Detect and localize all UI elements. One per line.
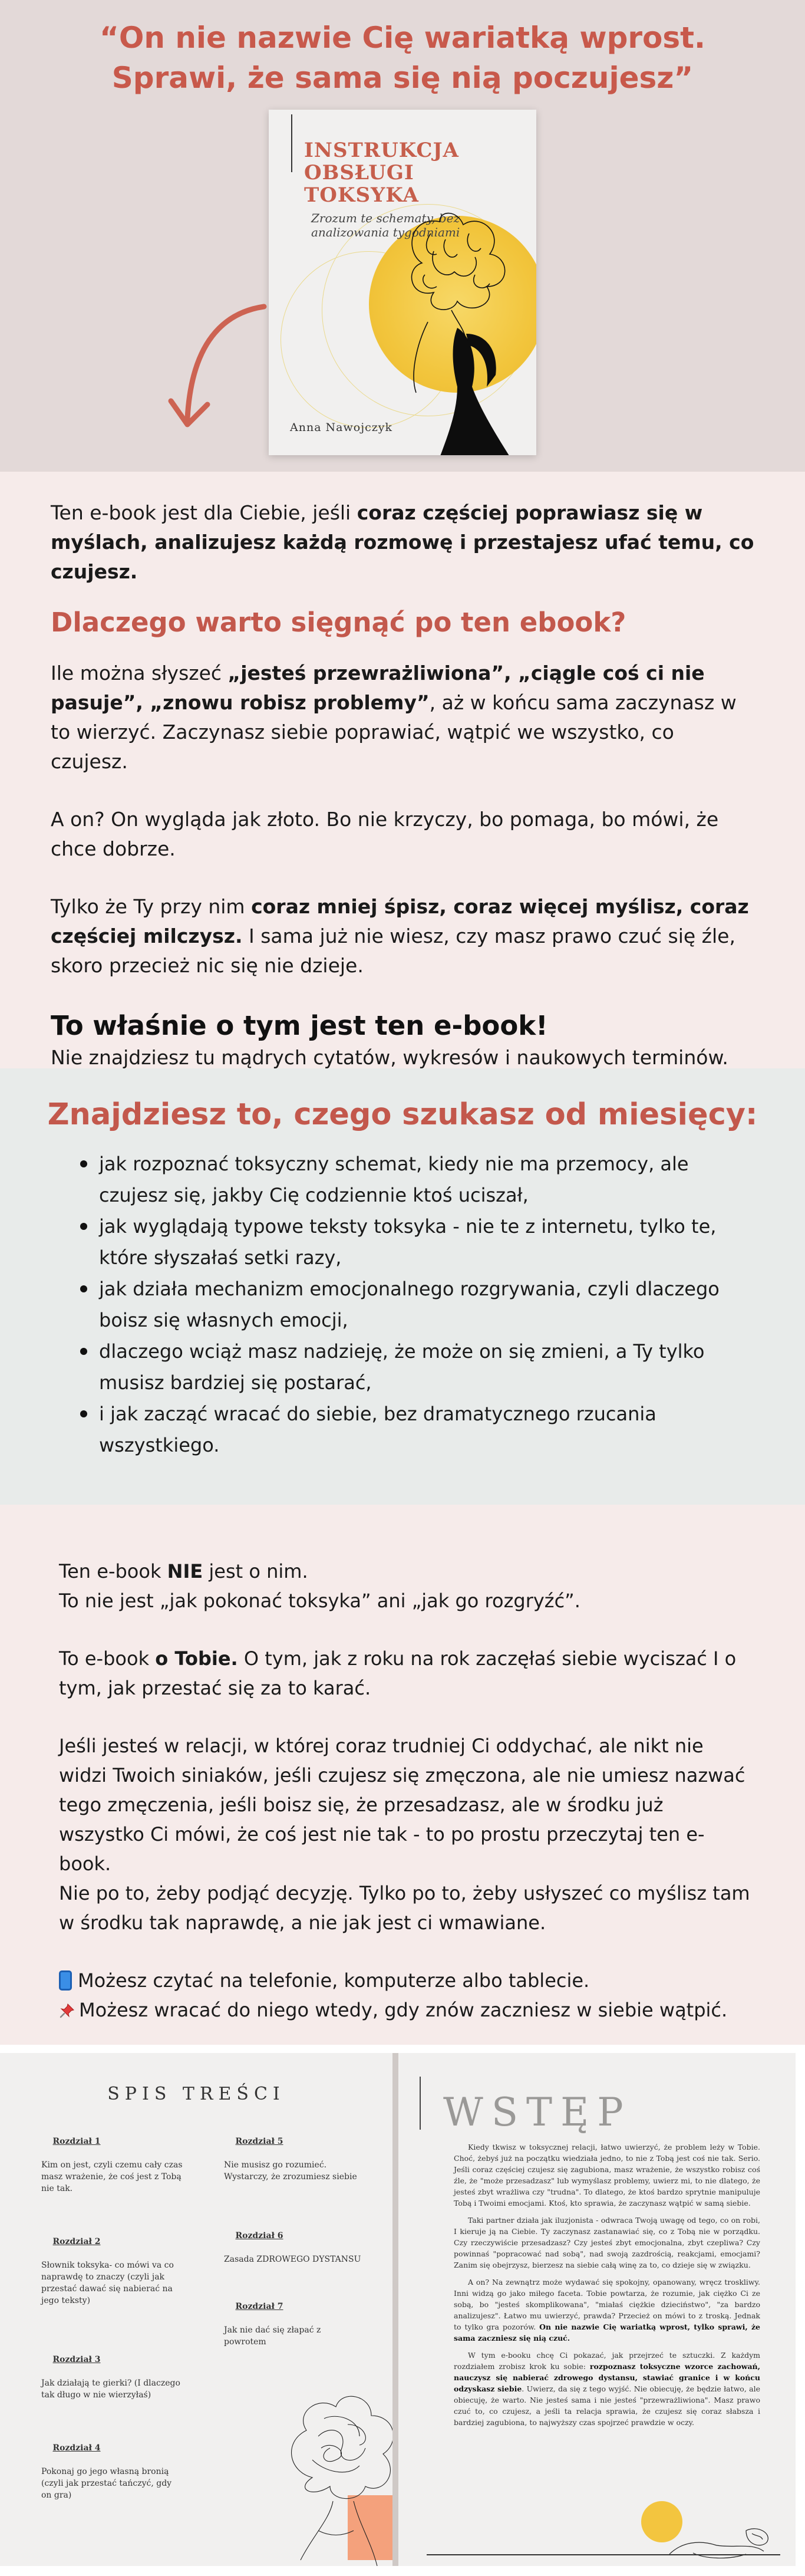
- bullet-icon: [80, 1160, 87, 1167]
- list-item-text: i jak zacząć wracać do siebie, bez dramatycznego rzucania wszystkiego.: [99, 1403, 656, 1456]
- toc-chapter-5: [224, 2136, 365, 2183]
- about-l3-bold: o Tobie.: [155, 1647, 238, 1670]
- toc-chapter-body: Kim on jest, czyli czemu cały czas masz wrażenie, że coś jest z Tobą nie tak.: [41, 2160, 183, 2193]
- about-l6-text: Możesz czytać na telefonie, komputerze albo tablecie.: [78, 1969, 590, 1992]
- intro-p1-text: Ten e-book jest dla Ciebie, jeśli: [51, 501, 357, 524]
- about-line-2: To nie jest „jak pokonać toksyka” ani „jak go rozgryźć”.: [59, 1590, 580, 1612]
- intro-p4-text-end: I sama już nie wiesz, czy masz prawo czuć się źle, skoro przecież nic się nie dzieje.: [51, 925, 735, 977]
- about-ebook-heading: To właśnie o tym jest ten e-book!: [51, 1010, 548, 1041]
- intro-page-p4-text-end: . Uwierz, da się z tego wyjść. Nie obiecuję, że będzie łatwo, ale obiecuję, że warto. Nie jesteś sama i nie jesteś "przewrażliwiona". Masz prawo czuć to, co czujesz, a jeśli ta relacja sprawia, że czujesz się coraz słabsza i bardziej zagubiona, to najwyższy czas spojrzeć prawdzie w oczy.: [454, 2384, 761, 2427]
- list-item-text: jak działa mechanizm emocjonalnego rozgrywania, czyli dlaczego boisz się własnych emocji,: [99, 1278, 720, 1331]
- mobile-phone-icon: [59, 1970, 72, 1991]
- cover-subtitle-line-1: Zrozum te schematy, bez: [311, 211, 460, 225]
- toc-chapter-head: Rozdział 5: [235, 2137, 283, 2146]
- list-item: [99, 1211, 730, 1274]
- intro-page-p3-text: A on? Na zewnątrz może wydawać się spokojny, opanowany, wręcz troskliwy. Inni widzą go jako miłego faceta. Tobie powtarza, że rozumie, jak ciężko Ci ze sobą, bo "jesteś skomplikowana", "miałaś ciężkie dzieciństwo", "za bardzo analizujesz". Łatwo mu uwierzyć, prawda? Przecież on mówi to z troską. Jednak to tylko gra pozorów.: [454, 2278, 760, 2331]
- intro-p2-text: Ile można słyszeć: [51, 662, 228, 685]
- pushpin-icon: [59, 2002, 75, 2019]
- intro-paragraph-5: Nie znajdziesz tu mądrych cytatów, wykresów i naukowych terminów.: [51, 1046, 728, 1069]
- intro-p4-text: Tylko że Ty przy nim: [51, 895, 252, 918]
- intro-page-body: [454, 2141, 760, 2434]
- intro-page-p4: [454, 2350, 760, 2428]
- intro-paragraph-4: [51, 892, 754, 981]
- hero-section: [0, 0, 805, 472]
- intro-p4-bold: coraz mniej śpisz, coraz więcej myślisz, coraz częściej milczysz.: [51, 895, 749, 948]
- toc-chapter-body: Jak działają te gierki? (I dlaczego tak długo w nie wierzyłaś): [41, 2378, 180, 2400]
- about-line-7: [59, 1995, 752, 2025]
- intro-p2-text-end: , aż w końcu sama zaczynasz w to wierzyć. Zaczynasz siebie poprawiać, wątpić we wszystko, co czujesz.: [51, 691, 737, 773]
- toc-chapter-head: Rozdział 2: [52, 2237, 101, 2246]
- about-section: [0, 1505, 805, 2045]
- toc-chapter-7: [224, 2301, 365, 2348]
- intro-p1-bold: coraz częściej poprawiasz się w myślach, analizujesz każdą rozmowę i przestajesz ufać temu, co czujesz.: [51, 501, 754, 583]
- intro-section: [0, 472, 805, 1068]
- preview-section: [0, 2045, 805, 2576]
- toc-chapter-body: Słownik toksyka- co mówi va co naprawdę to znaczy (czyli jak przestać dawać się nabierać na jego teksty): [41, 2261, 174, 2305]
- bullet-icon: [80, 1285, 87, 1292]
- list-item: [99, 1399, 730, 1461]
- curved-arrow-down-icon: [159, 301, 271, 454]
- intro-paragraph-1: [51, 498, 754, 587]
- find-heading: Znajdziesz to, czego szukasz od miesięcy:: [47, 1097, 758, 1132]
- list-item-text: dlaczego wciąż masz nadzieję, że może on się zmieni, a Ty tylko musisz bardziej się postarać,: [99, 1340, 705, 1394]
- toc-chapter-4: [41, 2442, 183, 2501]
- lying-woman-illustration: [658, 2507, 776, 2566]
- hero-quote-line-2: Sprawi, że sama się nią poczujesz”: [111, 61, 694, 95]
- cover-title-line-2: OBSŁUGI: [304, 161, 414, 185]
- intro-page-p4-text: W tym e-booku chcę Ci pokazać, jak przejrzeć te sztuczki. Z każdym rozdziałem zrobisz krok ku sobie:: [454, 2351, 760, 2371]
- woman-silhouette-illustration: [369, 198, 534, 455]
- hero-quote-title: [0, 18, 805, 98]
- list-item-text: jak wyglądają typowe teksty toksyka - nie te z internetu, tylko te, które słyszałaś setki razy,: [99, 1215, 717, 1269]
- toc-chapter-6: [224, 2230, 365, 2265]
- scribble-head-illustration: [277, 2360, 407, 2572]
- list-item: [99, 1274, 730, 1336]
- intro-page-p3: [454, 2276, 760, 2344]
- toc-chapter-body: Pokonaj go jego własną bronią (czyli jak przestać tańczyć, gdy on gra): [41, 2467, 172, 2500]
- ebook-cover: [269, 110, 536, 455]
- list-item: [99, 1336, 730, 1399]
- intro-page-accent-bar: [420, 2077, 421, 2130]
- intro-paragraph-3: A on? On wygląda jak złoto. Bo nie krzyczy, bo pomaga, bo mówi, że chce dobrze.: [51, 808, 719, 860]
- why-heading: Dlaczego warto sięgnąć po ten ebook?: [51, 607, 626, 638]
- intro-page-p2: Taki partner działa jak iluzjonista - odwraca Twoją uwagę od tego, co on robi, I kieruje ją na Ciebie. Ty zaczynasz zastanawiać się, co z Tobą nie w porządku. Czy rzeczywiście przesadzasz? Czy jesteś zbyt emocjonalna, zbyt czepliwa? Czy powinnaś "popracować nad sobą", nad swoją zazdrością, reakcjami, emocjami? Zanim się obejrzysz, bierzesz na siebie całą winę za to, co dzieje się w związku.: [454, 2216, 760, 2269]
- cover-title-line-1: INSTRUKCJA: [304, 139, 459, 162]
- list-item-text: jak rozpoznać toksyczny schemat, kiedy nie ma przemocy, ale czujesz się, jakby Cię codziennie ktoś uciszał,: [99, 1153, 689, 1206]
- intro-page-p4-bold: rozpoznasz toksyczne wzorce zachowań, nauczysz się nabierać zdrowego dystansu, stawiać granice i w końcu odzyskasz siebie: [454, 2362, 760, 2393]
- cover-subtitle-line-2: analizowania tygodniami: [311, 225, 460, 239]
- intro-page-p1: Kiedy tkwisz w toksycznej relacji, łatwo uwierzyć, że problem leży w Tobie. Choć, żebyś już na początku wiedziała jedno, to nie z Tobą jest coś nie tak. Serio. Jeśli coraz częściej czujesz się zagubiona, masz wrażenie, że wszystko robisz coś źle, że "może przesadzasz" lub wymyślasz problemy, uwierz mi, to nie dlatego, że jesteś zbyt wrażliwa czy "trudna". To dlatego, że ktoś bardzo sprytnie manipuluje Tobą i Twoimi emocjami. Ktoś, kto sprawia, że zaczynasz wątpić w samą siebie.: [454, 2143, 760, 2207]
- about-l3-text-end: O tym, jak z roku na rok zaczęłaś siebie wyciszać I o tym, jak przestać się za to karać.: [59, 1647, 737, 1699]
- about-line-5: Nie po to, żeby podjąć decyzję. Tylko po to, żeby usłyszeć co myślisz tam w środku tak naprawdę, a nie jak jest ci wmawiane.: [59, 1882, 750, 1934]
- about-l7-text: Możesz wracać do niego wtedy, gdy znów zaczniesz w siebie wątpić.: [79, 1999, 728, 2021]
- toc-chapter-head: Rozdział 7: [235, 2302, 283, 2311]
- hero-quote-line-1: “On nie nazwie Cię wariatką wprost.: [99, 21, 706, 55]
- cover-accent-bar: [291, 114, 292, 172]
- toc-chapter-2: [41, 2236, 183, 2307]
- toc-chapter-body: Jak nie dać się złapać z powrotem: [224, 2325, 321, 2347]
- toc-chapter-body: Nie musisz go rozumieć. Wystarczy, że zrozumiesz siebie: [224, 2160, 357, 2182]
- about-l1-bold: NIE: [167, 1560, 203, 1583]
- toc-chapter-head: Rozdział 4: [52, 2443, 101, 2453]
- about-line-3: [59, 1644, 752, 1703]
- about-l1-text-end: jest o nim.: [203, 1560, 308, 1583]
- about-line-1: [59, 1557, 752, 1586]
- toc-chapter-head: Rozdział 3: [52, 2355, 101, 2364]
- about-line-4: Jeśli jesteś w relacji, w której coraz trudniej Ci oddychać, ale nikt nie widzi Twoich siniaków, jeśli czujesz się zmęczona, ale nie umiesz nazwać tego zmęczenia, jeśli boisz się, że przesadzasz, ale w środku już wszystko Ci mówi, że coś jest nie tak - to po prostu przeczytaj ten e-book.: [59, 1735, 745, 1875]
- toc-chapter-head: Rozdział 6: [235, 2231, 283, 2241]
- toc-chapter-1: [41, 2136, 183, 2195]
- about-l3-text: To e-book: [59, 1647, 156, 1670]
- bullet-icon: [80, 1223, 87, 1230]
- bullet-icon: [80, 1410, 87, 1417]
- cover-title: [304, 139, 459, 206]
- bullet-icon: [80, 1348, 87, 1355]
- book-spine: [392, 2053, 398, 2566]
- cover-title-line-3: TOKSYKA: [304, 183, 419, 207]
- intro-page-title: WSTĘP: [443, 2090, 632, 2135]
- about-line-6: [59, 1966, 752, 1995]
- intro-p2-bold: „jesteś przewrażliwiona”, „ciągle coś ci nie pasuje”, „znowu robisz problemy”: [51, 662, 705, 714]
- list-item: [99, 1149, 730, 1211]
- intro-paragraph-2: [51, 659, 754, 777]
- find-list: [99, 1149, 730, 1461]
- intro-page-preview: [398, 2053, 796, 2566]
- intro-page-divider: [427, 2554, 780, 2555]
- toc-title: SPIS TREŚCI: [107, 2084, 285, 2104]
- toc-chapter-body: Zasada ZDROWEGO DYSTANSU: [224, 2255, 361, 2264]
- intro-page-p3-bold: On nie nazwie Cię wariatką wprost, tylko sprawi, że sama zaczniesz się nią czuć.: [454, 2322, 760, 2343]
- cover-author: Anna Nawojczyk: [290, 421, 393, 434]
- about-l1-text: Ten e-book: [59, 1560, 167, 1583]
- toc-chapter-3: [41, 2354, 183, 2401]
- toc-page-preview: [0, 2053, 392, 2566]
- find-section: [0, 1068, 805, 1505]
- toc-chapter-head: Rozdział 1: [52, 2137, 101, 2146]
